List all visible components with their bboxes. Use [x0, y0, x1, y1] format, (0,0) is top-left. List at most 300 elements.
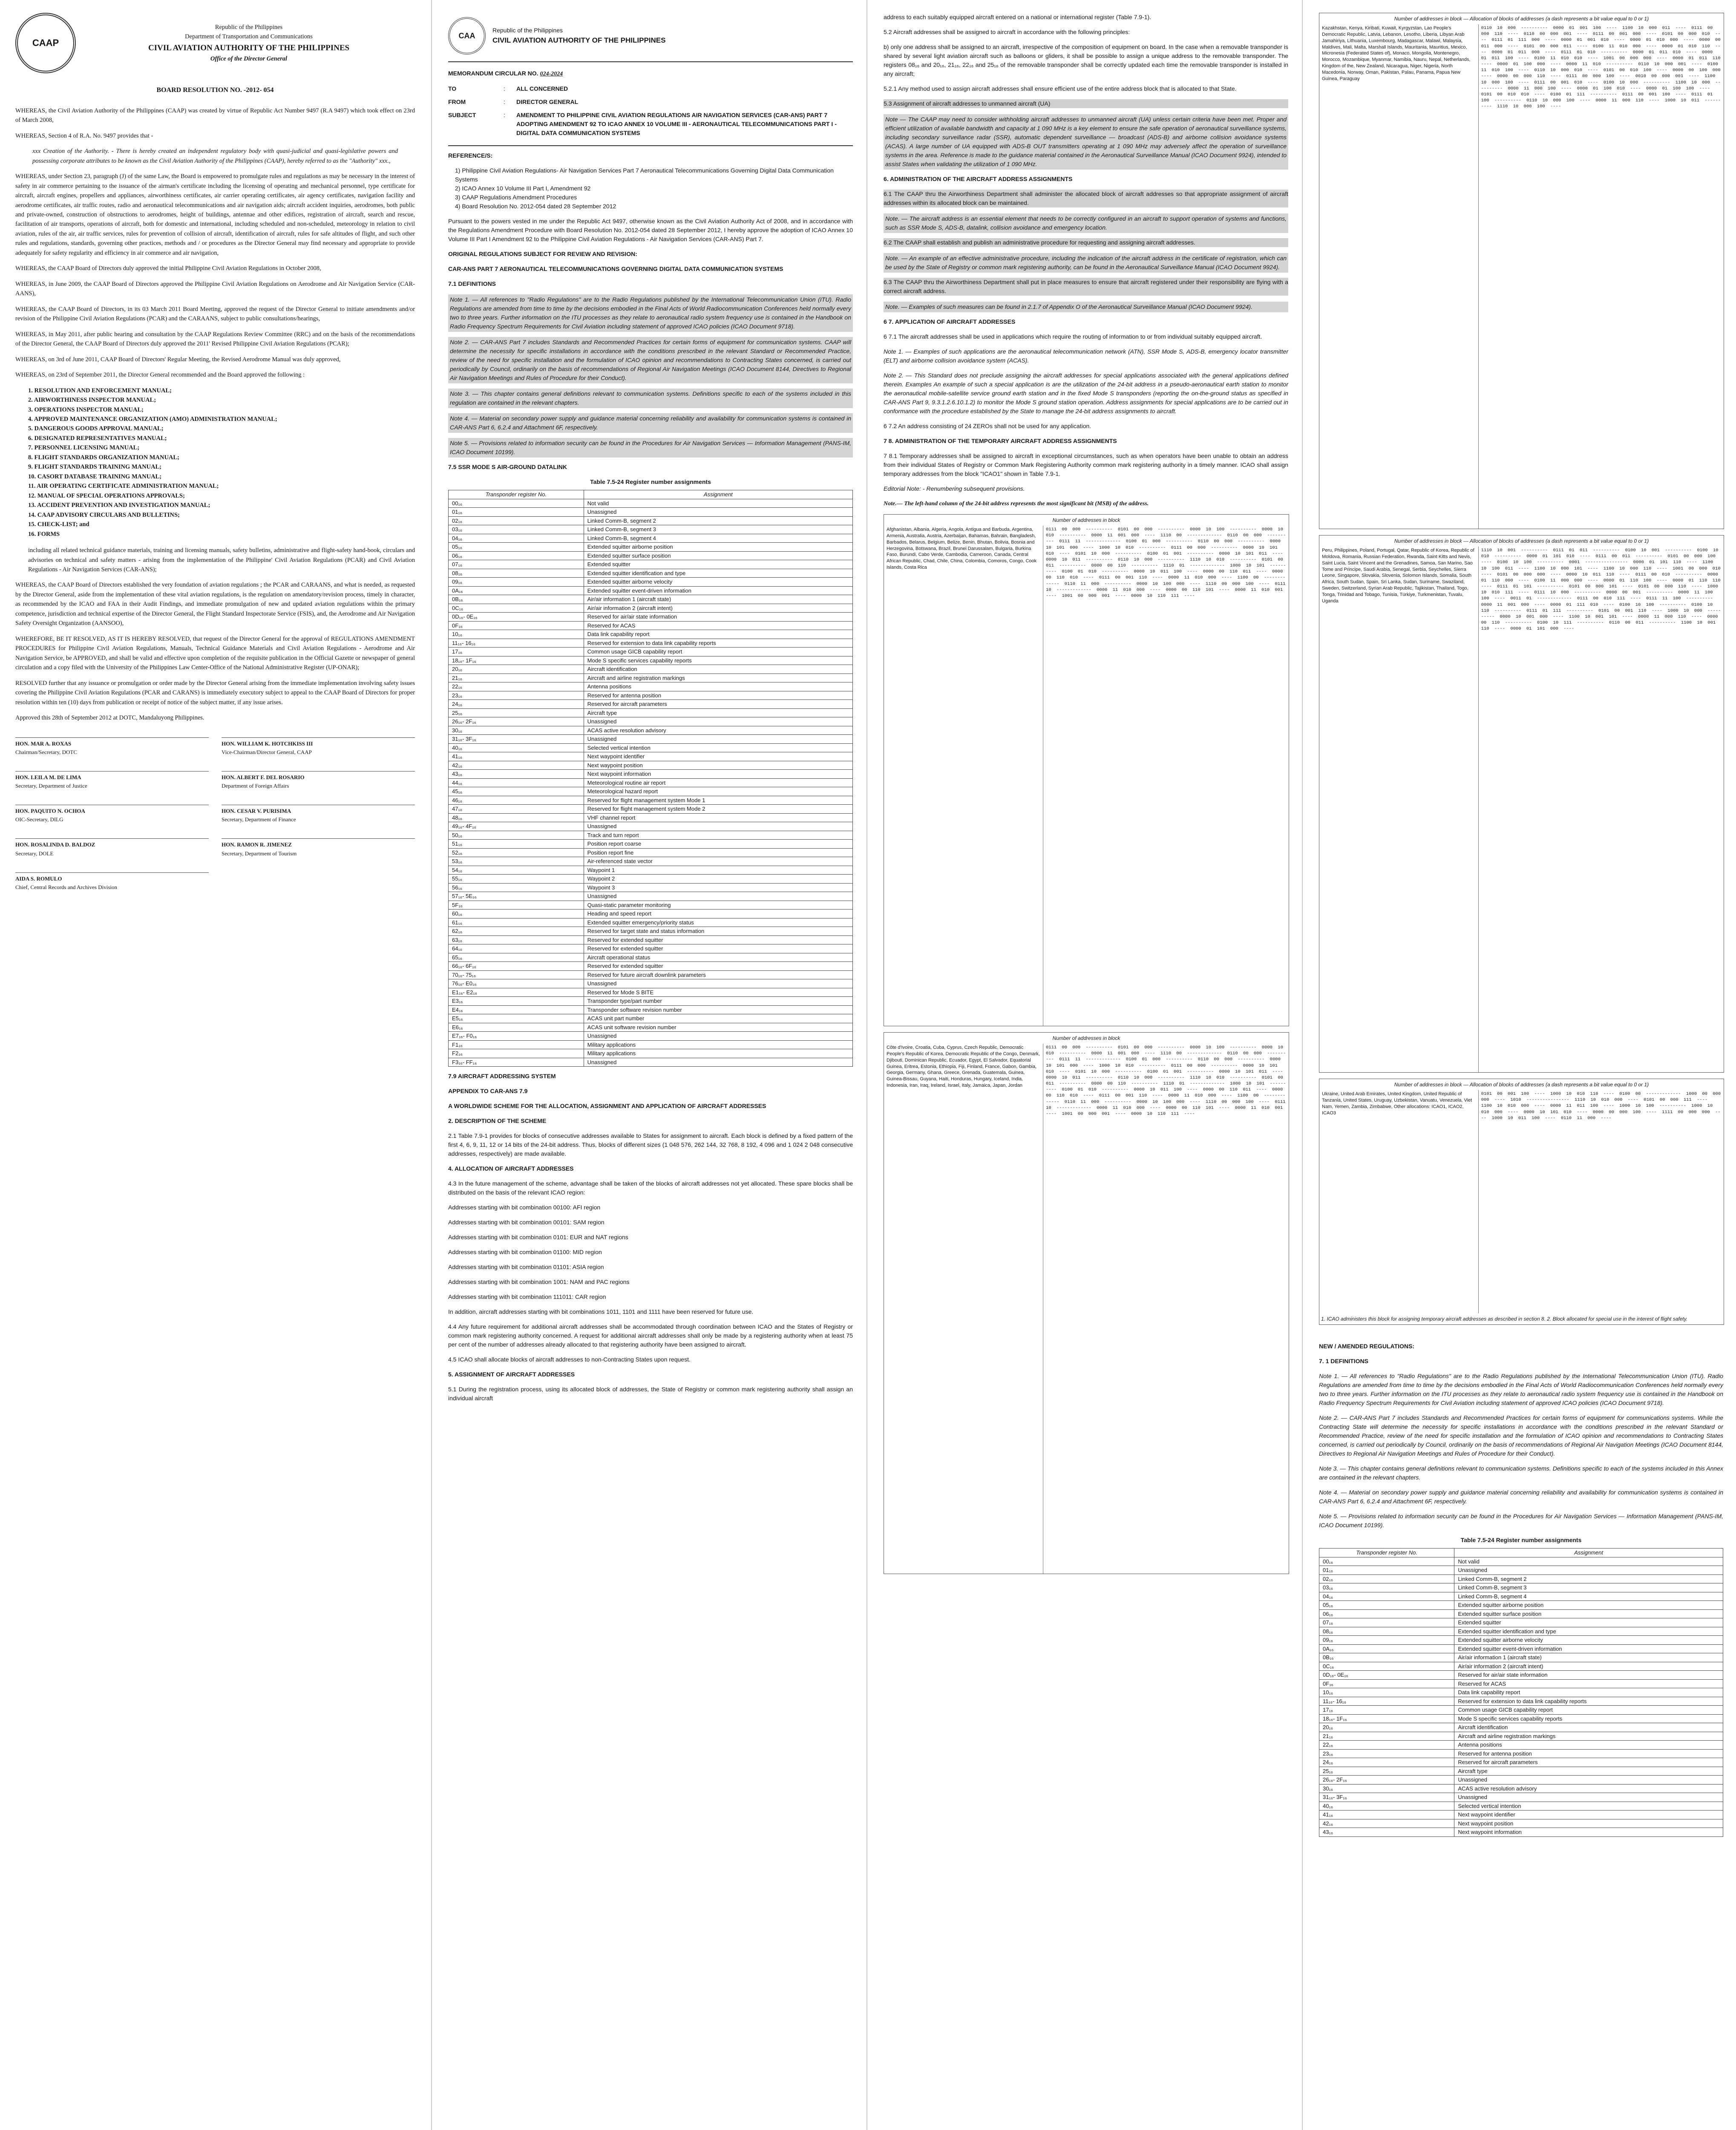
address-allocation-table-2: [884, 1032, 1289, 1574]
register-assignment: Next waypoint identifier: [1454, 1810, 1723, 1819]
region-list: [448, 1203, 853, 1301]
signatory-title: Chairman/Secretary, DOTC: [15, 748, 77, 755]
register-number: 30₁₆: [449, 726, 584, 735]
table-head-2: Number of addresses in block — Allocation of blocks of addresses (a dash represents a bit value equal to 0 or 1): [1394, 538, 1649, 544]
table-row: [449, 743, 853, 752]
table-row: [449, 586, 853, 595]
table-row: [449, 516, 853, 525]
signatory-name: HON. RAMON R. JIMENEZ: [222, 838, 415, 849]
reference-item: 2) ICAO Annex 10 Volume III Part I, Amendment 92: [455, 185, 591, 192]
memo-agency: CIVIL AVIATION AUTHORITY OF THE PHILIPPINES: [492, 36, 666, 44]
register-assignment: Meteorological routine air report: [584, 778, 852, 787]
register-number: 08₁₆: [449, 569, 584, 578]
register-assignment: Antenna positions: [1454, 1741, 1723, 1750]
register-number: 26₁₆- 2F₁₆: [1319, 1776, 1454, 1785]
register-assignment: Aircraft identification: [584, 665, 852, 674]
register-number: 0B₁₆: [449, 595, 584, 604]
register-assignment: Reserved for air/air state information: [584, 613, 852, 622]
signatory-name: HON. MAR A. ROXAS: [15, 737, 209, 748]
table-row: [1319, 1802, 1723, 1810]
table-row: [449, 525, 853, 534]
caap-seal-icon: CAAP: [15, 13, 76, 73]
address-allocation-table-4: [1319, 535, 1724, 1073]
table-row: [449, 639, 853, 648]
register-assignment: Unassigned: [584, 822, 852, 831]
manual-item: 2. AIRWORTHINESS INSPECTOR MANUAL;: [28, 397, 156, 404]
page-divider: [1302, 0, 1303, 2130]
region-item: Addresses starting with bit combination 01101: ASIA region: [448, 1264, 604, 1270]
table-row: [449, 551, 853, 560]
bits-column-5: 0101 00 001 100 ---- 1000 10 010 110 ---- 0100 00 ------------- 1000 00 000 000 ---- 1010 ---------------- 1110 10 010 000 ---- 0101 00 000 111 ---- 1100 10 010 000 ---- 0000 11 011 100 ---- 1000 10 100 ---------- 1000 10 010 000 ---- 0000 10 101 010 ---- 0000 00 000 100 ---- 1111 00 000 000 ---- 1000 10 011 100 ---- 0110 11 000 ----: [1481, 1091, 1721, 1121]
register-number: 24₁₆: [449, 700, 584, 709]
definitions-title: 7.1 DEFINITIONS: [448, 280, 496, 287]
register-assignment: Waypoint 1: [584, 866, 852, 875]
manual-item: 6. DESIGNATED REPRESENTATIVES MANUAL;: [28, 435, 167, 442]
register-number: 31₁₆- 3F₁₆: [449, 735, 584, 744]
new-definitions-title: 7. 1 DEFINITIONS: [1319, 1358, 1368, 1364]
register-assignment: Unassigned: [1454, 1776, 1723, 1785]
register-assignment: Air/air information 2 (aircraft intent): [584, 604, 852, 613]
register-assignment: Reserved for antenna position: [1454, 1749, 1723, 1758]
assignment-text: 5.1 During the registration process, using its allocated block of addresses, the State of Registry or common mark registering authority shall assign an individual aircraft: [448, 1386, 853, 1402]
register-assignment: Aircraft type: [1454, 1767, 1723, 1776]
reference-item: 3) CAAP Regulations Amendment Procedures: [455, 194, 577, 201]
table-row: [449, 935, 853, 944]
register-assignment: Unassigned: [584, 892, 852, 901]
register-number: 40₁₆: [1319, 1802, 1454, 1810]
allocation-title: 4. ALLOCATION OF AIRCRAFT ADDRESSES: [448, 1165, 574, 1172]
table-row: [1319, 1583, 1723, 1592]
register-number: 0D₁₆- 0E₁₆: [1319, 1671, 1454, 1680]
register-number: 70₁₆- 75₁₆: [449, 970, 584, 979]
table-row: [1319, 1671, 1723, 1680]
register-assignment: Unassigned: [584, 508, 852, 517]
register-number: 47₁₆: [449, 805, 584, 814]
office-name: Office of the Director General: [210, 55, 288, 62]
register-number: 04₁₆: [1319, 1592, 1454, 1601]
table-row: [449, 988, 853, 997]
register-number: 24₁₆: [1319, 1758, 1454, 1767]
para-6-1: 6.1 The CAAP thru the Airworthiness Department shall administer the allocated block of aircraft addresses so that appropriate assignment of aircraft addresses within its allocated block can be maintained.: [884, 190, 1288, 207]
new-regulations-title: NEW / AMENDED REGULATIONS:: [1319, 1343, 1414, 1350]
register-number: 09₁₆: [449, 578, 584, 587]
register-assignment: Quasi-static parameter monitoring: [584, 901, 852, 910]
register-assignment: Reserved for flight management system Mode 1: [584, 796, 852, 805]
signatory: [222, 838, 415, 858]
table-row: [449, 621, 853, 630]
signatory: [15, 872, 209, 892]
memo-republic: Republic of the Philippines: [492, 26, 563, 34]
table-row: [1319, 1609, 1723, 1618]
register-assignment: Military applications: [584, 1040, 852, 1049]
register-assignment: Extended squitter surface position: [1454, 1609, 1723, 1618]
table-row: [1319, 1601, 1723, 1610]
table-row: [1319, 1714, 1723, 1723]
para-5-2: 5.2 Aircraft addresses shall be assigned to aircraft in accordance with the following principles:: [884, 29, 1130, 35]
table-row: [449, 892, 853, 901]
table-row: [449, 1040, 853, 1049]
description-text: 2.1 Table 7.9-1 provides for blocks of consecutive addresses available to States for assignment to aircraft. Each block is defined by a fixed pattern of the first 4, 6, 9, 11, 12 or 14 bits of the 24-bit address. Thus, blocks of different sizes (1 048 576, 262 144, 32 768, 8 192, 4 096 and 1 024 2 048 consecutive addresses, respectively) are made available.: [448, 1132, 853, 1157]
reference-title: REFERENCE/S:: [448, 152, 493, 159]
register-number: 04₁₆: [449, 534, 584, 543]
resolution-paragraph: Approved this 28th of September 2012 at DOTC, Mandaluyong Philippines.: [15, 714, 204, 722]
table-row: [1319, 1767, 1723, 1776]
register-assignment: Linked Comm-B, segment 2: [584, 516, 852, 525]
table-row: [449, 534, 853, 543]
register-number: 05₁₆: [1319, 1601, 1454, 1610]
register-number: 18₁₆- 1F₁₆: [1319, 1714, 1454, 1723]
register-number: 17₁₆: [1319, 1706, 1454, 1715]
memorandum-page-2: [871, 0, 1301, 2130]
manual-item: 4. APPROVED MAINTENANCE ORGANIZATION (AMO) ADMINISTRATION MANUAL;: [28, 415, 277, 423]
register-assignment: Not valid: [1454, 1557, 1723, 1566]
table-row: [1319, 1618, 1723, 1627]
manual-item: 1. RESOLUTION AND ENFORCEMENT MANUAL;: [28, 387, 172, 394]
register-assignment: Reserved for target state and status information: [584, 927, 852, 936]
state-column-3: Kazakhstan, Kenya, Kiribati, Kuwait, Kyrgyzstan, Lao People's Democratic Republic, Latvia, Lebanon, Lesotho, Liberia, Libyan Arab Jamahiriya, Lithuania, Luxembourg, Madagascar, Malawi, Malaysia, Maldives, Mali, Malta, Marshall Islands, Mauritania, Mauritius, Mexico, Micronesia (Federated States of), Monaco, Mongolia, Montenegro, Morocco, Mozambique, Myanmar, Namibia, Nauru, Nepal, Netherlands, Kingdom of the, New Zealand, Nicaragua, Niger, Nigeria, North Macedonia, Norway, Oman, Pakistan, Palau, Panama, Papua New Guinea, Paraguay: [1319, 24, 1479, 529]
register-number: 63₁₆: [449, 935, 584, 944]
para-7-2: 6 7.2 An address consisting of 24 ZEROs shall not be used for any application.: [884, 423, 1091, 429]
resolution-paragraph: WHEREAS, in May 2011, after public hearing and consultation by the CAAP Regulations Review Committee (RRC) and on the basis of the recommendations of the Director General, the CAAP Board of Directors duly approved the 2011' Revised Philippine Civil Aviation Regulations (PCAR);: [15, 331, 415, 348]
register-number: 20₁₆: [1319, 1723, 1454, 1732]
para-7-1: 6 7.1 The aircraft addresses shall be used in applications which require the routing of information to or from individual suitably equipped aircraft.: [884, 333, 1262, 340]
signatory: [15, 771, 209, 790]
table-row: [449, 691, 853, 700]
register-assignment: Waypoint 2: [584, 875, 852, 884]
table-row: [449, 770, 853, 779]
register-assignment: ACAS active resolution advisory: [1454, 1784, 1723, 1793]
table-row: [449, 953, 853, 962]
para-5-2-b: b) only one address shall be assigned to an aircraft, irrespective of the composition of equipment on board. In the case when a removable transponder is shared by several light aviation aircraft such as balloons or gliders, it shall be possible to assign a unique address to the removable transponder. The registers 08₁₆ and 20₁₆, 21₁₆, 22₁₆ and 25₁₆ of the removable transponder shall be correctly updated each time the removable transponder is installed in any aircraft;: [884, 43, 1288, 77]
register-number: 01₁₆: [449, 508, 584, 517]
signatories: [15, 737, 415, 892]
new-definition-note: Note 5. — Provisions related to information security can be found in the Procedures for Air Navigation Services — Information Management (PANS-IM, ICAO Document 10199).: [1319, 1513, 1723, 1528]
para-6-2: 6.2 The CAAP shall establish and publish an administrative procedure for requesting and assigning aircraft addresses.: [884, 238, 1288, 247]
definition-note: Note 4. — Material on secondary power supply and guidance material concerning reliability and availability for communication systems is contained in CAR-ANS Part 6, 6.2.4 and Attachment 6F, respectively.: [448, 413, 853, 433]
republic-line: Republic of the Philippines: [215, 23, 283, 31]
table-row: [449, 778, 853, 787]
register-number: 11₁₆- 16₁₆: [1319, 1697, 1454, 1706]
manual-item: 15. CHECK-LIST; and: [28, 521, 89, 528]
table-row: [449, 787, 853, 796]
table-row: [1319, 1810, 1723, 1819]
bits-column-4: 1110 10 001 ---------- 0111 01 011 ---------- 0100 10 001 ---------- 0100 10 010 ---------- 0000 01 101 010 ---- 0111 00 011 ---------- 0101 00 000 100 ---- 0100 10 100 ---------- 0001 ---------------- 0000 01 101 110 ---- 1100 10 100 011 ---- 1100 10 000 101 ---- 1100 10 000 110 ---- 1001 00 000 010 ---- 0101 00 000 000 ---- 0000 10 011 110 ---- 0111 00 010 ---------- 0000 01 110 000 ---- 0100 11 000 000 ---- 0000 01 110 100 ---- 0000 01 110 110 ---- 0111 01 101 ---------- 0101 00 000 101 ---- 0101 00 000 110 ---- 1000 10 010 111 ---- 0111 10 000 ---------- 0000 00 001 ---------- 0000 11 100 100 ---- 0011 01 ------------- 0111 00 010 111 ---- 0111 11 100 ---------- 0000 11 001 000 ---- 0000 01 111 010 ---- 0100 10 100 ---------- 0100 10 110 ---------- 0111 01 111 ---------- 0101 00 001 110 ---- 1000 10 000 ---------- 0000 10 001 000 ---- 1100 10 001 101 ---- 0000 11 000 110 ---- 0000 00 110 ---------- 0100 10 111 ---------- 0110 00 011 ---------- 1100 10 001 110 ---- 0000 01 101 000 ----: [1481, 548, 1721, 632]
page-divider: [431, 0, 432, 2130]
register-assignment: Extended squitter: [1454, 1618, 1723, 1627]
table-row: [1319, 1688, 1723, 1697]
register-number: 52₁₆: [449, 848, 584, 857]
temporary-title: 7 8. ADMINISTRATION OF THE TEMPORARY AIRCRAFT ADDRESS ASSIGNMENTS: [884, 438, 1117, 444]
register-number: 0F₁₆: [1319, 1679, 1454, 1688]
table-row: [449, 656, 853, 665]
manual-item: 5. DANGEROUS GOODS APPROVAL MANUAL;: [28, 425, 164, 432]
para-6-3: 6.3 The CAAP thru the Airworthiness Department shall put in place measures to ensure that aircraft registered under their responsibility are flying with a correct aircraft address.: [884, 278, 1288, 296]
signatory-name: HON. PAQUITO N. OCHOA: [15, 805, 209, 815]
register-number: 09₁₆: [1319, 1636, 1454, 1645]
register-number: 07₁₆: [449, 560, 584, 569]
signatory-title: Department of Foreign Affairs: [222, 783, 289, 789]
table-row: [449, 717, 853, 726]
register-number: E7₁₆- F0₁₆: [449, 1032, 584, 1041]
register-assignment: Reserved for future aircraft downlink parameters: [584, 970, 852, 979]
register-number: 06₁₆: [449, 551, 584, 560]
register-number: 48₁₆: [449, 813, 584, 822]
table-row: [449, 979, 853, 988]
table-row: [449, 910, 853, 918]
table-row: [449, 648, 853, 656]
memorandum-page-3: [1306, 0, 1736, 2130]
manual-item: 9. FLIGHT STANDARDS TRAINING MANUAL;: [28, 463, 161, 471]
table-row: [1319, 1653, 1723, 1662]
new-definition-note: Note 3. — This chapter contains general definitions relevant to communication systems. Definitions specific to each of the systems included in this Annex are contained in the relevant chapters.: [1319, 1465, 1723, 1481]
register-number: 11₁₆- 16₁₆: [449, 639, 584, 648]
register-assignment: Track and turn report: [584, 831, 852, 840]
register-number: 22₁₆: [1319, 1741, 1454, 1750]
register-assignment: ACAS unit part number: [584, 1014, 852, 1023]
memo-header: [448, 17, 853, 55]
register-assignment: Reserved for air/air state information: [1454, 1671, 1723, 1680]
memo-field-key: SUBJECT: [448, 112, 476, 118]
register-assignment: Aircraft and airline registration markings: [584, 674, 852, 682]
register-assignment: Linked Comm-B, segment 3: [584, 525, 852, 534]
resolution-paragraph: including all related technical guidance materials, training and licensing manuals, safety bulletins, administrative and flight-safety hand-book, circulars and advisories on technical and safety matters - arising from the implementation of the Philippine' Civil Aviation Regulations (PCAR) and Civil Aviation Regulations - Air Navigation Services (CAR-ANS);: [28, 547, 415, 573]
register-number: 18₁₆- 1F₁₆: [449, 656, 584, 665]
state-column: Afghanistan, Albania, Algeria, Angola, Antigua and Barbuda, Argentina, Armenia, Australia, Austria, Azerbaijan, Bahamas, Bahrain, Bangladesh, Barbados, Belarus, Belgium, Belize, Benin, Bhutan, Bolivia, Bosnia and Herzegovina, Botswana, Brazil, Brunei Darussalam, Bulgaria, Burkina Faso, Burundi, Cabo Verde, Cambodia, Cameroon, Canada, Central African Republic, Chad, Chile, China, Colombia, Comoros, Congo, Cook Islands, Costa Rica: [884, 526, 1043, 1026]
table-row: [449, 813, 853, 822]
register-number: 02₁₆: [449, 516, 584, 525]
description-title: 2. DESCRIPTION OF THE SCHEME: [448, 1117, 547, 1124]
table-row: [449, 918, 853, 927]
register-assignment: Extended squitter emergency/priority status: [584, 918, 852, 927]
register-number: 26₁₆- 2F₁₆: [449, 717, 584, 726]
allocation-after: In addition, aircraft addresses starting with bit combinations 1011, 1101 and 1111 have been reserved for future use.: [448, 1308, 754, 1315]
register-number: 25₁₆: [449, 708, 584, 717]
table-row: [449, 901, 853, 910]
resolution-paragraph: xxx Creation of the Authority. - There is hereby created an independent regulatory body with quasi-judicial and quasi-legislative powers and possessing corporate attributes to be known as the Civil Aviation Authority of the Philippines (CAAP), hereby referred to as the "Authority" xxx.,: [32, 148, 398, 164]
table-row: [449, 508, 853, 517]
register-number: E5₁₆: [449, 1014, 584, 1023]
manuals-list: [28, 386, 415, 539]
table-row: [449, 726, 853, 735]
register-number: 51₁₆: [449, 840, 584, 849]
register-number: 42₁₆: [449, 761, 584, 770]
register-number: 0C₁₆: [1319, 1662, 1454, 1671]
register-number: 61₁₆: [449, 918, 584, 927]
table-row: [1319, 1636, 1723, 1645]
register-number: 41₁₆: [449, 752, 584, 761]
register-number: 03₁₆: [449, 525, 584, 534]
state-column-5: Ukraine, United Arab Emirates, United Kingdom, United Republic of Tanzania, United States, Uruguay, Uzbekistan, Vanuatu, Venezuela, Viet Nam, Yemen, Zambia, Zimbabwe, Other allocations: ICAO1, ICAO2, ICAO3: [1319, 1090, 1479, 1313]
agency-name: CIVIL AVIATION AUTHORITY OF THE PHILIPPINES: [148, 43, 350, 52]
memo-number: MEMORANDUM CIRCULAR NO. 024-2024: [448, 70, 563, 77]
register-assignment: Mode S specific services capability reports: [1454, 1714, 1723, 1723]
register-assignment: Position report coarse: [584, 840, 852, 849]
address-allocation-table-1: [884, 514, 1289, 1026]
table-row: [449, 569, 853, 578]
table-head-1: Number of addresses in block — Allocation of blocks of addresses (a dash represents a bit value equal to 0 or 1): [1394, 16, 1649, 22]
table-row: [449, 665, 853, 674]
register-number: 0B₁₆: [1319, 1653, 1454, 1662]
para-top: address to each suitably equipped aircraft entered on a national or international register (Table 7.9-1).: [884, 14, 1152, 20]
register-assignment: Linked Comm-B, segment 4: [584, 534, 852, 543]
para-5-2-1: 5.2.1 Any method used to assign aircraft addresses shall ensure efficient use of the entire address block that is allocated to that State.: [884, 85, 1237, 92]
register-assignment: Next waypoint identifier: [584, 752, 852, 761]
table-row: [449, 1005, 853, 1014]
resolution-body-continued: [15, 546, 415, 723]
register-number: 66₁₆- 6F₁₆: [449, 962, 584, 971]
manual-item: 10. CASORT DATABASE TRAINING MANUAL;: [28, 473, 162, 480]
register-number: 53₁₆: [449, 857, 584, 866]
table-row: [449, 840, 853, 849]
register-number: 02₁₆: [1319, 1574, 1454, 1583]
register-number: 0D₁₆- 0E₁₆: [449, 613, 584, 622]
register-assignment: Extended squitter surface position: [584, 551, 852, 560]
table-row: [449, 866, 853, 875]
table-row: [449, 1032, 853, 1041]
signatory-title: Chief, Central Records and Archives Division: [15, 884, 118, 890]
register-assignment: Reserved for extension to data link capability reports: [584, 639, 852, 648]
register-number: 0A₁₆: [449, 586, 584, 595]
manual-item: 16. FORMS: [28, 530, 60, 538]
table-row: [1319, 1819, 1723, 1828]
new-register-table-title: Table 7.5-24 Register number assignments: [1460, 1537, 1582, 1543]
table-row: [449, 997, 853, 1006]
signatory: [15, 805, 209, 824]
register-number: 00₁₆: [449, 499, 584, 508]
register-assignment: Linked Comm-B, segment 3: [1454, 1583, 1723, 1592]
reference-list: [455, 166, 853, 211]
table-row: [1319, 1793, 1723, 1802]
register-assignment: Data link capability report: [1454, 1688, 1723, 1697]
region-item: Addresses starting with bit combination 00101: SAM region: [448, 1219, 605, 1226]
assignment-title: 5. ASSIGNMENT OF AIRCRAFT ADDRESSES: [448, 1371, 575, 1378]
ssr-title: 7.5 SSR MODE S AIR-GROUND DATALINK: [448, 463, 567, 470]
signatory-name: HON. WILLIAM K. HOTCHKISS III: [222, 737, 415, 748]
resolution-paragraph: WHEREAS, in June 2009, the CAAP Board of Directors approved the Philippine Civil Aviation Regulations on Aerodrome and Air Navigation Service (CAR-AANS),: [15, 280, 415, 297]
signatory-name: HON. ALBERT F. DEL ROSARIO: [222, 771, 415, 782]
register-assignment: Extended squitter airborne velocity: [1454, 1636, 1723, 1645]
table-row: [449, 613, 853, 622]
register-assignment: Unassigned: [584, 1058, 852, 1067]
table-row: [449, 970, 853, 979]
register-number: E3₁₆: [449, 997, 584, 1006]
register-number: 20₁₆: [449, 665, 584, 674]
addressing-system-title: 7.9 AIRCRAFT ADDRESSING SYSTEM: [448, 1073, 556, 1079]
manual-item: 13. ACCIDENT PREVENTION AND INVESTIGATION MANUAL;: [28, 502, 210, 509]
table-row: [449, 499, 853, 508]
signatory-title: OIC-Secretary, DILG: [15, 816, 63, 823]
scan-caption: Number of addresses in block: [1052, 517, 1120, 523]
resolution-paragraph: WHEREAS, on 23rd of September 2011, the Director General recommended and the Board approved the following :: [15, 371, 305, 379]
table-row: [1319, 1732, 1723, 1741]
register-assignment: Next waypoint position: [584, 761, 852, 770]
memo-field-value: ALL CONCERNED: [516, 85, 568, 92]
table-header: Assignment: [584, 490, 852, 499]
register-number: 50₁₆: [449, 831, 584, 840]
table-row: [1319, 1566, 1723, 1575]
table-header: Assignment: [1454, 1549, 1723, 1557]
table-row: [449, 752, 853, 761]
new-definition-note: Note 1. — All references to "Radio Regulations" are to the Radio Regulations published by the International Telecommunication Union (ITU). Radio Regulations are amended from time to time by the decisions embodied in the Final Acts of World Radiocommunication Conferences held normally every two to three years. Further information on the ITU processes as they relate to aeronautical radio system frequency use is contained in the Handbook on Radio Frequency Spectrum Requirements for Civil Aviation including statement of approved ICAO policies (ICAO Document 9718).: [1319, 1373, 1723, 1406]
manual-item: 8. FLIGHT STANDARDS ORGANIZATION MANUAL;: [28, 454, 179, 461]
table-row: [449, 604, 853, 613]
register-number: 22₁₆: [449, 682, 584, 691]
table-row: [1319, 1776, 1723, 1785]
register-number: 43₁₆: [1319, 1828, 1454, 1837]
register-assignment: Antenna positions: [584, 682, 852, 691]
signatory-title: Secretary, Department of Justice: [15, 783, 87, 789]
table-row: [449, 1014, 853, 1023]
resolution-paragraph: WHEREAS, on 3rd of June 2011, CAAP Board of Directors' Regular Meeting, the Revised Aerodrome Manual was duly approved,: [15, 356, 341, 363]
memo-field-key: FROM: [448, 98, 466, 105]
manual-item: 12. MANUAL OF SPECIAL OPERATIONS APPROVALS;: [28, 492, 185, 499]
register-number: 0C₁₆: [449, 604, 584, 613]
table-row: [449, 735, 853, 744]
register-number: 05₁₆: [449, 543, 584, 552]
register-assignment: Reserved for aircraft parameters: [584, 700, 852, 709]
register-number: 10₁₆: [1319, 1688, 1454, 1697]
table-row: [1319, 1644, 1723, 1653]
register-number: 17₁₆: [449, 648, 584, 656]
address-allocation-table-3: [1319, 13, 1724, 529]
register-assignment: Extended squitter airborne position: [584, 543, 852, 552]
register-number: 06₁₆: [1319, 1609, 1454, 1618]
table-row: [449, 578, 853, 587]
para-7-1-note-1: Note 1. — Examples of such applications are the aeronautical telecommunication network (ATN), SSR Mode S, ADS-B, emergency locator transmitter (ELT) and airborne collision avoidance system (ACAS).: [884, 348, 1288, 364]
register-number: 21₁₆: [1319, 1732, 1454, 1741]
table-header: Transponder register No.: [1319, 1549, 1454, 1557]
table-row: [449, 1058, 853, 1067]
register-number: F2₁₆: [449, 1049, 584, 1058]
register-assignment: Unassigned: [1454, 1566, 1723, 1575]
state-column-2: Côte d'Ivoire, Croatia, Cuba, Cyprus, Czech Republic, Democratic People's Republic of Korea, Democratic Republic of the Congo, Denmark, Djibouti, Dominican Republic, Ecuador, Egypt, El Salvador, Equatorial Guinea, Eritrea, Estonia, Ethiopia, Fiji, Finland, France, Gabon, Gambia, Georgia, Germany, Ghana, Greece, Grenada, Guatemala, Guinea, Guinea-Bissau, Guyana, Haiti, Honduras, Hungary, Iceland, India, Indonesia, Iran, Iraq, Ireland, Israel, Italy, Jamaica, Japan, Jordan: [884, 1044, 1043, 1574]
register-assignment: Unassigned: [1454, 1793, 1723, 1802]
register-number: 49₁₆- 4F₁₆: [449, 822, 584, 831]
register-number: 57₁₆- 5E₁₆: [449, 892, 584, 901]
region-item: Addresses starting with bit combination 0101: EUR and NAT regions: [448, 1234, 628, 1241]
register-assignment: Aircraft and airline registration markings: [1454, 1732, 1723, 1741]
register-assignment: Air/air information 1 (aircraft state): [584, 595, 852, 604]
register-number: 21₁₆: [449, 674, 584, 682]
signatory: [222, 805, 415, 824]
region-item: Addresses starting with bit combination 01100: MID region: [448, 1249, 602, 1255]
table-row: [1319, 1557, 1723, 1566]
table-row: [449, 1049, 853, 1058]
table-row: [449, 630, 853, 639]
register-number: 10₁₆: [449, 630, 584, 639]
table-row: [1319, 1758, 1723, 1767]
register-number: 41₁₆: [1319, 1810, 1454, 1819]
register-assignment: Air-referenced state vector: [584, 857, 852, 866]
table-row: [1319, 1574, 1723, 1583]
register-number: 23₁₆: [449, 691, 584, 700]
original-regulations-subtitle: CAR-ANS PART 7 AERONAUTICAL TELECOMMUNICATIONS GOVERNING DIGITAL DATA COMMUNICATION SYSTEMS: [448, 265, 783, 272]
register-assignment: Extended squitter identification and type: [1454, 1627, 1723, 1636]
register-number: 76₁₆- E0₁₆: [449, 979, 584, 988]
definition-note: Note 2. — CAR-ANS Part 7 includes Standards and Recommended Practices for certain forms of equipment for communication systems. CAAP will determine the necessity for specific installations in accordance with the conditions prescribed in the relevant Standard or Recommended Practice, review of the need for specific installation and the formulation of ICAO opinion and recommendations to Contracting States concerned, is carried out periodically by Council, ordinarily on the basis of recommendations of Regional Air Navigation Meetings (ICAO Document 8144, Directives to Regional Air Navigation Meetings and Rules of Procedure for their Conduct).: [448, 337, 853, 383]
register-assignment: Selected vertical intention: [584, 743, 852, 752]
register-assignment: Reserved for flight management system Mode 2: [584, 805, 852, 814]
table-row: [449, 927, 853, 936]
table-row: [449, 831, 853, 840]
register-assignment: Aircraft operational status: [584, 953, 852, 962]
register-number: 30₁₆: [1319, 1784, 1454, 1793]
register-number: 56₁₆: [449, 883, 584, 892]
table-row: [1319, 1828, 1723, 1837]
register-number: 44₁₆: [449, 778, 584, 787]
register-number: 0F₁₆: [449, 621, 584, 630]
new-definition-note: Note 2. — CAR-ANS Part 7 includes Standards and Recommended Practices for certain forms of equipment for communications systems. While the Contracting State will determine the necessity for specific installations in accordance with the conditions prescribed in the relevant Standard or Recommended Practice, review of the need for specific installation and the formulation of ICAO opinion and recommendations to Contracting States concerned, is carried out periodically by Council, ordinarily on the basis of recommendations of Regional Air Navigation Meetings (ICAO Document 8144, Directives to Regional Air Navigation Meetings and Rules of Procedure for their Conduct).: [1319, 1414, 1723, 1457]
